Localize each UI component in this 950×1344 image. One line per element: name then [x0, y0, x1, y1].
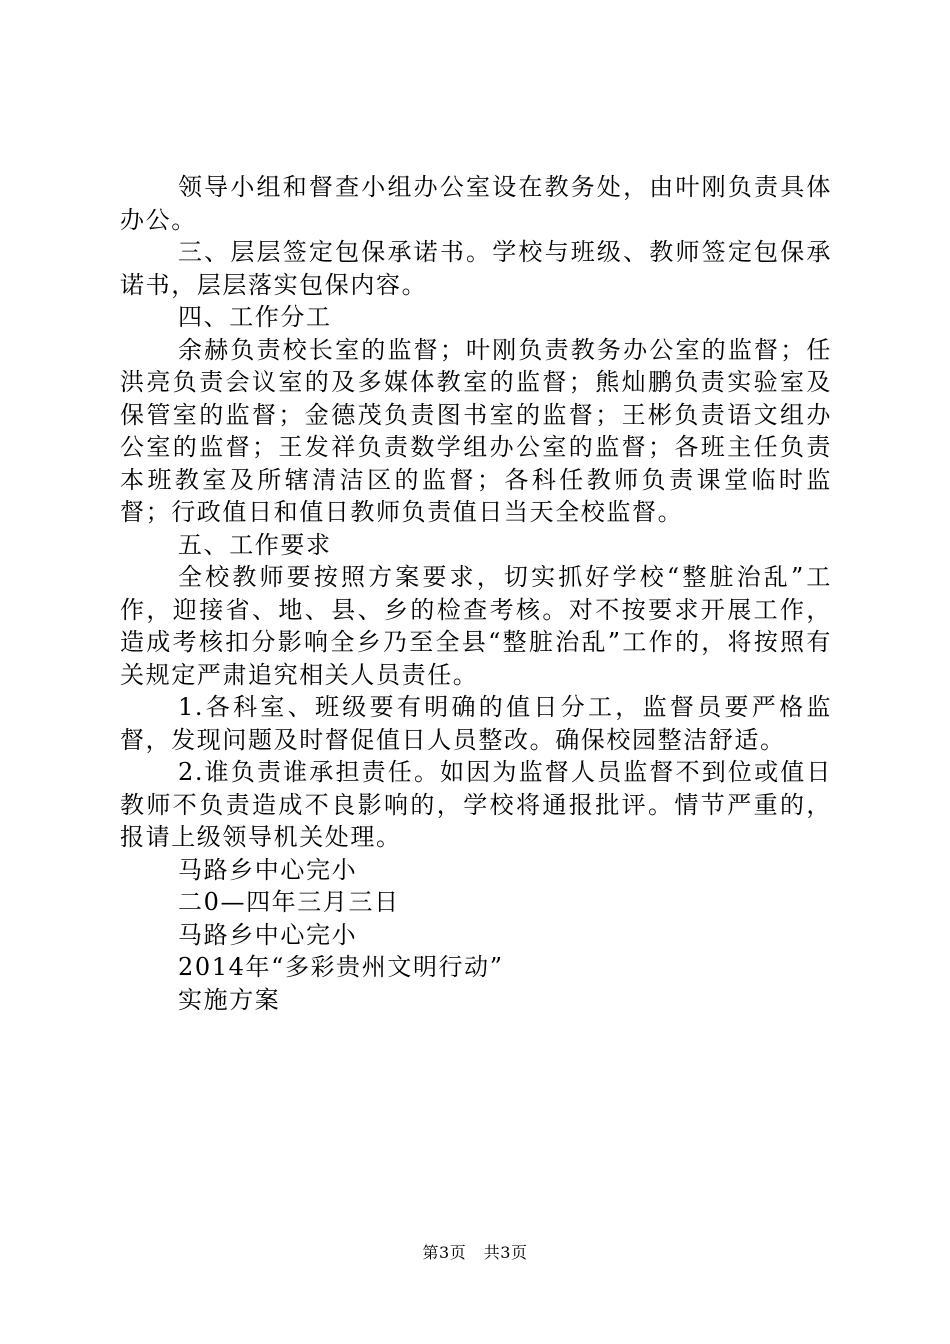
next-title-school-name: 马路乡中心完小	[178, 920, 358, 949]
signature-date: 二0—四年三月三日	[178, 888, 400, 916]
next-title-plan: 实施方案	[178, 985, 281, 1014]
signature-school-name: 马路乡中心完小	[178, 855, 358, 884]
paragraph-requirement-two: 2.谁负责谁承担责任。如因为监督人员监督不到位或值日教师不负责造成不良影响的，学校将通报批评。情节严重的，报请上级领导机关处理。	[120, 758, 832, 851]
paragraph-work-division: 余赫负责校长室的监督；叶刚负责教务办公室的监督；任洪亮负责会议室的及多媒体教室的监督；熊灿鹏负责实验室及保管室的监督；金德茂负责图书室的监督；王彬负责语文组办公室的监督；王发祥负责数学组办公室的监督；各班主任负责本班教室及所辖清洁区的监督；各科任教师负责课堂临时监督；行政值日和值日教师负责值日当天全校监督。	[120, 335, 832, 526]
document-body	[120, 171, 832, 1016]
paragraph-requirement-one: 1.各科室、班级要有明确的值日分工，监督员要严格监督，发现问题及时督促值日人员整改。确保校园整洁舒适。	[120, 693, 832, 754]
heading-section-four: 四、工作分工	[178, 303, 332, 331]
heading-section-five: 五、工作要求	[178, 530, 332, 559]
paragraph-work-requirements: 全校教师要按照方案要求，切实抓好学校“整脏治乱”工作，迎接省、地、县、乡的检查考核。对不按要求开展工作，造成考核扣分影响全乡乃至全县“整脏治乱”工作的，将按照有关规定严肃追究相关人员责任。	[120, 563, 832, 689]
next-title-campaign: 2014年“多彩贵州文明行动”	[178, 953, 504, 981]
page-total: 共3页	[483, 1243, 528, 1262]
page-number: 第3页	[422, 1243, 467, 1262]
paragraph-office-location: 领导小组和督查小组办公室设在教务处，由叶刚负责具体办公。	[120, 173, 832, 234]
paragraph-section-three: 三、层层签定包保承诺书。学校与班级、教师签定包保承诺书，层层落实包保内容。	[120, 238, 832, 299]
page-footer	[0, 1243, 950, 1263]
